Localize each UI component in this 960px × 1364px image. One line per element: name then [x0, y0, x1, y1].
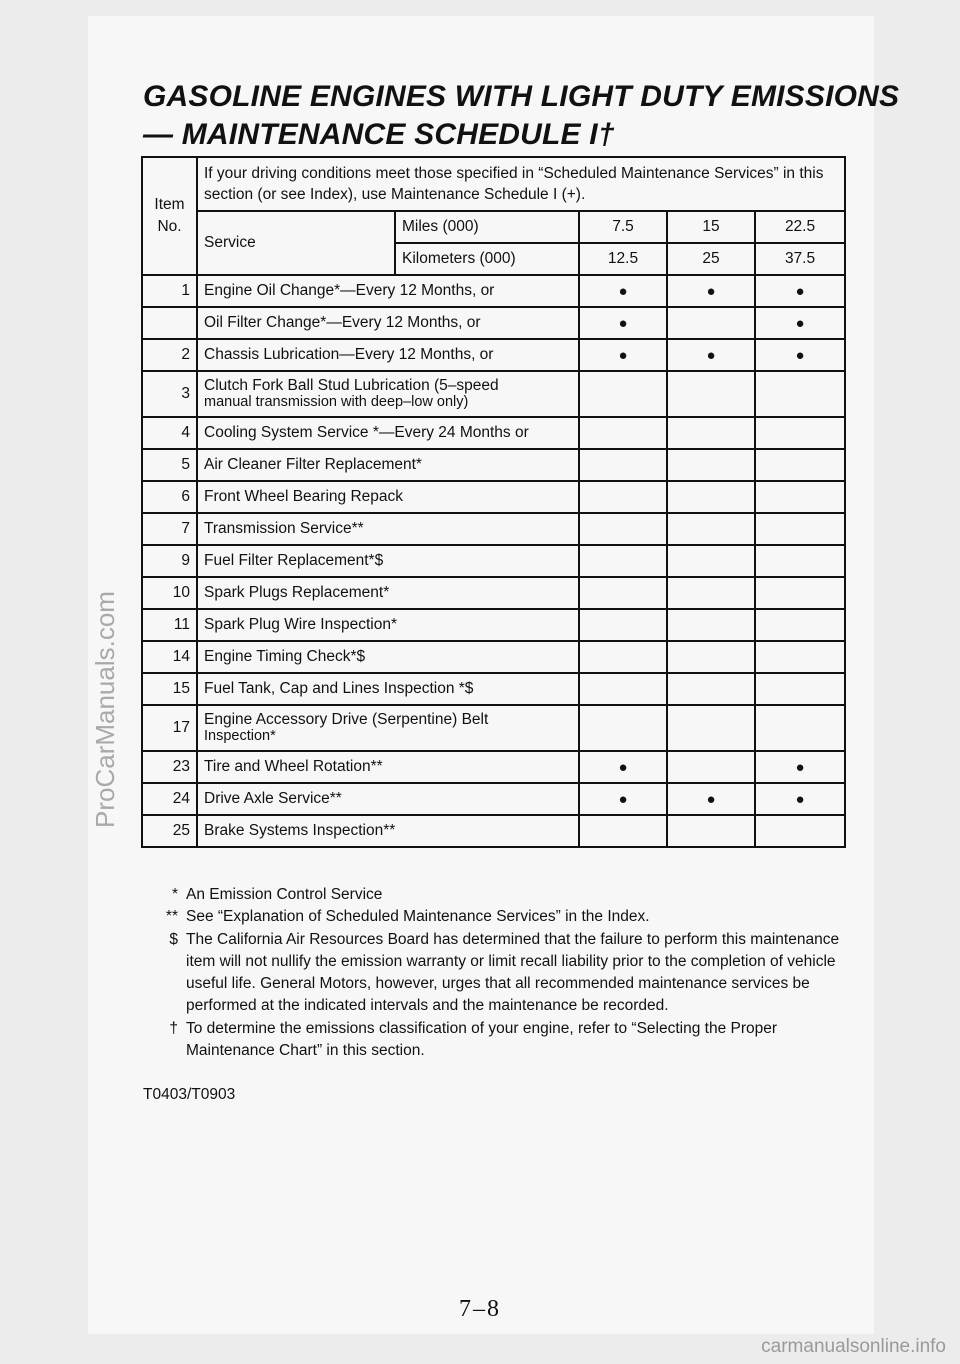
table-row: [142, 371, 845, 417]
service-empty-cell: [667, 545, 755, 577]
item-number: 3: [142, 371, 197, 417]
service-empty-cell: [667, 513, 755, 545]
service-empty-cell: [579, 449, 667, 481]
service-due-dot: ●: [579, 307, 667, 339]
service-empty-cell: [579, 673, 667, 705]
service-due-dot: ●: [579, 783, 667, 815]
service-empty-cell: [667, 577, 755, 609]
footnote-symbol: †: [169, 1019, 178, 1037]
service-name: Fuel Filter Replacement*$: [197, 545, 579, 577]
table-row: [142, 545, 845, 577]
item-number: 6: [142, 481, 197, 513]
service-due-dot: ●: [579, 275, 667, 307]
service-name-line-1: Clutch Fork Ball Stud Lubrication (5–speed: [204, 377, 499, 394]
table-row: [142, 641, 845, 673]
item-number: 15: [142, 673, 197, 705]
service-name-line-1: Engine Accessory Drive (Serpentine) Belt: [204, 711, 489, 728]
service-empty-cell: [579, 641, 667, 673]
service-empty-cell: [579, 577, 667, 609]
item-number-header: Item No.: [142, 157, 197, 275]
table-row: [142, 673, 845, 705]
service-name: [197, 705, 579, 751]
item-number: 24: [142, 783, 197, 815]
schedule-intro-text: If your driving conditions meet those specified in “Scheduled Maintenance Services” in this section (or see Index), use Maintenance Schedule I (+).: [197, 157, 845, 211]
miles-value: 7.5: [579, 211, 667, 243]
service-due-dot: ●: [579, 339, 667, 371]
page-title-line-2: — MAINTENANCE SCHEDULE I†: [143, 118, 615, 151]
service-empty-cell: [579, 481, 667, 513]
service-empty-cell: [579, 815, 667, 847]
item-number: 5: [142, 449, 197, 481]
miles-header: Miles (000): [395, 211, 579, 243]
page-number: 7–8: [459, 1296, 501, 1322]
item-number: 23: [142, 751, 197, 783]
service-empty-cell: [579, 371, 667, 417]
table-row: [142, 751, 845, 783]
service-name: Oil Filter Change*—Every 12 Months, or: [197, 307, 579, 339]
service-due-dot: ●: [667, 783, 755, 815]
kilometers-value: 25: [667, 243, 755, 275]
footnote-text: See “Explanation of Scheduled Maintenance Services” in the Index.: [186, 908, 650, 926]
table-row: [142, 783, 845, 815]
document-code: T0403/T0903: [143, 1086, 236, 1103]
service-empty-cell: [579, 705, 667, 751]
miles-value: 22.5: [755, 211, 845, 243]
service-empty-cell: [755, 449, 845, 481]
service-empty-cell: [755, 513, 845, 545]
table-row: [142, 513, 845, 545]
service-name: Air Cleaner Filter Replacement*: [197, 449, 579, 481]
item-number: 4: [142, 417, 197, 449]
table-row: [142, 307, 845, 339]
footnote: [146, 1018, 846, 1063]
service-empty-cell: [667, 417, 755, 449]
table-row: [142, 609, 845, 641]
service-due-dot: ●: [579, 751, 667, 783]
service-empty-cell: [667, 371, 755, 417]
footnote-symbol: *: [171, 886, 178, 903]
service-empty-cell: [579, 417, 667, 449]
item-number: 14: [142, 641, 197, 673]
footnote-text: An Emission Control Service: [186, 886, 383, 903]
service-empty-cell: [755, 481, 845, 513]
service-due-dot: ●: [755, 275, 845, 307]
service-empty-cell: [667, 307, 755, 339]
service-name: Spark Plugs Replacement*: [197, 577, 579, 609]
item-number: 25: [142, 815, 197, 847]
service-empty-cell: [667, 815, 755, 847]
service-name: Chassis Lubrication—Every 12 Months, or: [197, 339, 579, 371]
service-name: Tire and Wheel Rotation**: [197, 751, 579, 783]
service-empty-cell: [755, 371, 845, 417]
table-row: [142, 577, 845, 609]
item-number: 11: [142, 609, 197, 641]
table-row: [142, 417, 845, 449]
footnote-symbol: **: [165, 908, 178, 926]
service-name: Engine Oil Change*—Every 12 Months, or: [197, 275, 579, 307]
service-empty-cell: [755, 641, 845, 673]
service-name-line-2: manual transmission with deep–low only): [204, 394, 469, 410]
service-name: Cooling System Service *—Every 24 Months or: [197, 417, 579, 449]
table-row: [142, 275, 845, 307]
service-name: Drive Axle Service**: [197, 783, 579, 815]
table-intro-row: [142, 157, 845, 211]
footnote-text: The California Air Resources Board has determined that the failure to perform this maintenance item will not nullify the emission warranty or limit recall liability prior to the completion of vehicle useful life. General Motors, however, urges that all recommended maintenance services be performed at the indicated intervals and the maintenance be recorded.: [186, 930, 840, 1015]
kilometers-value: 12.5: [579, 243, 667, 275]
item-number: 9: [142, 545, 197, 577]
service-name: Fuel Tank, Cap and Lines Inspection *$: [197, 673, 579, 705]
service-due-dot: ●: [755, 339, 845, 371]
table-row: [142, 815, 845, 847]
service-due-dot: ●: [667, 339, 755, 371]
service-empty-cell: [667, 609, 755, 641]
service-name: Spark Plug Wire Inspection*: [197, 609, 579, 641]
service-due-dot: ●: [755, 307, 845, 339]
item-number: 1: [142, 275, 197, 307]
service-name: Transmission Service**: [197, 513, 579, 545]
service-empty-cell: [755, 815, 845, 847]
watermark-bottom: carmanualsonline.info: [761, 1336, 946, 1357]
footnotes: [146, 884, 846, 1062]
item-number: [142, 307, 197, 339]
item-number: 7: [142, 513, 197, 545]
service-due-dot: ●: [755, 751, 845, 783]
service-empty-cell: [579, 513, 667, 545]
service-due-dot: ●: [755, 783, 845, 815]
service-empty-cell: [667, 673, 755, 705]
footnote: [146, 929, 846, 1018]
item-number: 2: [142, 339, 197, 371]
watermark-left: ProCarManuals.com: [90, 591, 120, 828]
service-empty-cell: [755, 705, 845, 751]
service-header: Service: [197, 211, 395, 275]
service-name: [197, 371, 579, 417]
miles-value: 15: [667, 211, 755, 243]
service-empty-cell: [755, 609, 845, 641]
table-row: [142, 705, 845, 751]
service-name: Engine Timing Check*$: [197, 641, 579, 673]
table-miles-row: [142, 211, 845, 243]
kilometers-value: 37.5: [755, 243, 845, 275]
service-name: Front Wheel Bearing Repack: [197, 481, 579, 513]
item-number: 17: [142, 705, 197, 751]
table-row: [142, 481, 845, 513]
service-empty-cell: [755, 673, 845, 705]
maintenance-schedule-table: [141, 156, 846, 848]
service-empty-cell: [755, 545, 845, 577]
footnote: [146, 884, 846, 906]
service-name-line-2: Inspection*: [204, 728, 276, 744]
kilometers-header: Kilometers (000): [395, 243, 579, 275]
service-empty-cell: [667, 481, 755, 513]
page-title-line-1: GASOLINE ENGINES WITH LIGHT DUTY EMISSIONS: [143, 80, 900, 113]
service-empty-cell: [667, 449, 755, 481]
service-empty-cell: [667, 641, 755, 673]
service-empty-cell: [579, 545, 667, 577]
service-empty-cell: [667, 705, 755, 751]
footnote-text: To determine the emissions classification of your engine, refer to “Selecting the Proper Maintenance Chart” in this section.: [186, 1019, 778, 1060]
footnote: [146, 906, 846, 928]
service-empty-cell: [579, 609, 667, 641]
service-name: Brake Systems Inspection**: [197, 815, 579, 847]
table-row: [142, 339, 845, 371]
service-empty-cell: [755, 417, 845, 449]
service-empty-cell: [755, 577, 845, 609]
table-row: [142, 449, 845, 481]
service-empty-cell: [667, 751, 755, 783]
service-due-dot: ●: [667, 275, 755, 307]
footnote-symbol: $: [169, 930, 178, 948]
item-number: 10: [142, 577, 197, 609]
